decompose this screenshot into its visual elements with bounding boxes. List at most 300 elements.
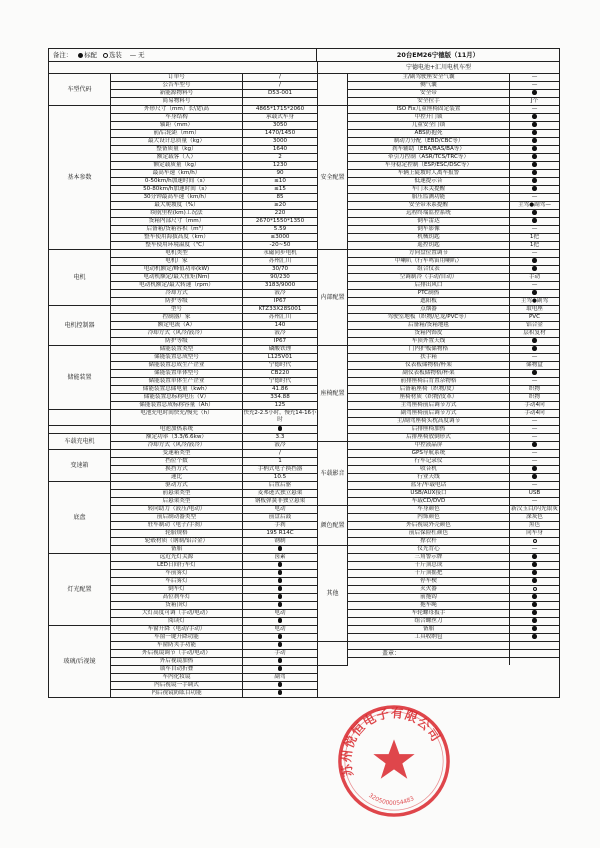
spec-value: / [279, 450, 281, 456]
spec-row [348, 90, 559, 98]
spec-row [348, 250, 559, 258]
spec-name: 储能装置总标称电压（V） [111, 394, 243, 401]
group-label: 电机控制器 [49, 306, 111, 346]
group-label: 车载充电机 [49, 434, 111, 450]
spec-name [348, 658, 510, 665]
spec-row [111, 114, 317, 122]
spec-name: 车前雾灯 [111, 570, 243, 577]
spec-value [510, 594, 559, 601]
spec-value: 1470/1450 [264, 130, 296, 136]
spec-value [510, 258, 559, 265]
spec-value: 3.3 [275, 434, 285, 440]
spec-value [510, 338, 559, 345]
spec-row [348, 170, 559, 178]
spec-row [348, 194, 559, 202]
spec-row [111, 618, 317, 626]
spec-row [111, 578, 317, 586]
spec-name: GPS导航系统 [348, 450, 510, 457]
spec-value [510, 370, 559, 377]
spec-row [348, 434, 559, 442]
spec-row [111, 490, 317, 498]
group-label [318, 74, 348, 106]
spec-row [348, 378, 559, 386]
spec-row [348, 626, 559, 634]
spec-name: 外后视镜调节（手动/电动） [111, 650, 243, 657]
spec-row [348, 586, 559, 594]
spec-row [348, 594, 559, 602]
legend [49, 49, 317, 61]
group-label: 基本参数 [49, 106, 111, 250]
group-label: 安全配置 [318, 106, 348, 250]
spec-value: 334.88 [270, 394, 290, 400]
standard-dot-icon [532, 146, 537, 151]
spec-name: 遮阳板 [348, 298, 510, 305]
standard-dot-icon [532, 170, 537, 175]
spec-value: 电动 [274, 610, 286, 616]
spec-value [510, 122, 559, 129]
standard-dot-icon [278, 666, 283, 671]
spec-row [111, 634, 317, 642]
group-label: 颜色配置 [318, 506, 348, 546]
remark-label: 备注： [53, 51, 73, 59]
spec-value: 钢制 [274, 538, 286, 544]
standard-dot-icon [532, 290, 537, 295]
standard-dot-icon [278, 634, 283, 639]
spec-value [510, 554, 559, 561]
spec-row [111, 394, 317, 402]
spec-value [510, 658, 559, 665]
spec-name: 车轮螺母扳手 [348, 610, 510, 617]
spec-row [111, 690, 317, 697]
spec-row [348, 658, 559, 665]
spec-row [111, 522, 317, 530]
spec-name: 外形尺寸（mm）长\宽\高 [111, 106, 243, 113]
spec-row [348, 186, 559, 194]
spec-table [48, 48, 560, 698]
spec-name: 冷却方式 [111, 290, 243, 297]
spec-name: 行车记录仪 [348, 458, 510, 465]
spec-value [510, 154, 559, 161]
spec-row [348, 322, 559, 330]
spec-value: 液冷 [274, 330, 286, 336]
spec-value: 织物 [528, 386, 541, 392]
spec-value: 3183/9000 [264, 282, 296, 288]
spec-value: — [531, 74, 538, 80]
spec-name: 千斤顶总成 [348, 562, 510, 569]
spec-value: 储物盒 [526, 362, 543, 368]
spec-value: 90/230 [270, 274, 290, 280]
spec-row [348, 210, 559, 218]
spec-row [348, 562, 559, 570]
spec-row [348, 282, 559, 290]
spec-value [243, 586, 317, 593]
spec-name: 组合仪表 [348, 266, 510, 273]
spec-name: 锁车自动折叠 [111, 666, 243, 673]
spec-name: 制动力分配（EBD/CBC等） [348, 138, 510, 145]
spec-name: 远程终端监控系统 [348, 210, 510, 217]
spec-value [243, 690, 317, 697]
standard-dot-icon [532, 578, 537, 583]
legend-standard: 标配 [84, 51, 97, 59]
spec-value [510, 538, 559, 545]
spec-value: 后置后驱 [268, 482, 292, 488]
spec-name: 车门未关提醒 [348, 186, 510, 193]
spec-name: 倒车灯 [111, 586, 243, 593]
spec-value: USB [528, 490, 541, 496]
spec-value: 195 R14C [266, 530, 294, 536]
spec-row [111, 106, 317, 114]
spec-row [348, 602, 559, 610]
spec-value: 30/70 [271, 266, 289, 272]
standard-dot-icon [532, 594, 537, 599]
spec-value [510, 90, 559, 97]
spec-name: 中喇叭（行车鸣笛用喇叭） [348, 258, 510, 265]
spec-row [111, 498, 317, 506]
spec-value: 层积复材 [523, 330, 546, 336]
spec-name: LED日间行车灯 [111, 562, 243, 569]
spec-value: 140 [274, 322, 286, 328]
spec-value: 宁德时代 [268, 362, 292, 368]
spec-name: 副仪表板储物格/杯架 [348, 370, 510, 377]
spec-value [243, 570, 317, 577]
spec-value: — [531, 250, 538, 256]
spec-row [111, 274, 317, 282]
spec-row [348, 130, 559, 138]
spec-value [510, 474, 559, 481]
spec-name [348, 650, 510, 657]
spec-row [348, 634, 559, 642]
spec-name: 副驾座椅前后调节方式 [348, 410, 510, 417]
spec-name: PTC制热 [348, 290, 510, 297]
spec-row [348, 162, 559, 170]
spec-row [348, 650, 559, 658]
spec-value [243, 634, 317, 641]
spec-name: 货箱内饰皮 [348, 330, 510, 337]
spec-name: 三角警示牌 [348, 554, 510, 561]
spec-name: 车内化妆镜 [111, 674, 243, 681]
spec-value: IP67 [273, 338, 287, 344]
spec-row [111, 330, 317, 338]
spec-row [111, 434, 317, 442]
spec-name: 订单号 [111, 74, 243, 81]
standard-dot-icon [532, 570, 537, 575]
spec-name: 主驾座椅前后调节方式 [348, 402, 510, 409]
spec-name: ISO Fix儿童座椅固定装置 [348, 106, 510, 113]
spec-row [111, 602, 317, 610]
spec-value: 电动 [274, 626, 286, 632]
spec-row [111, 370, 317, 378]
spec-row [111, 346, 317, 354]
spec-row [348, 506, 559, 514]
spec-name: 后备箱/货箱容积（m³） [111, 226, 243, 233]
spec-value: 液冷 [274, 290, 286, 296]
spec-name: 车窗防夹手功能 [111, 642, 243, 649]
spec-value: 125 [274, 402, 286, 408]
group-label [49, 426, 111, 434]
legend-optional: 选装 [108, 51, 122, 59]
spec-value: 承载式车身 [266, 114, 294, 120]
spec-value: 手动 [274, 650, 286, 656]
spec-value: 宁德时代 [268, 378, 292, 384]
spec-name: 电机类型 [111, 250, 243, 257]
spec-value: 铝合金 [526, 322, 543, 328]
standard-dot-icon [278, 690, 283, 695]
spec-name: 大灯高度可调（手动/电动） [111, 610, 243, 617]
spec-value: — [531, 498, 538, 504]
spec-value [243, 618, 317, 625]
spec-name: USB/AUX接口 [348, 490, 510, 497]
spec-name: ABS防抱死 [348, 130, 510, 137]
spec-value: — [531, 482, 538, 488]
spec-name: 灭火器 [348, 586, 510, 593]
spec-name: 侧气囊 [348, 82, 510, 89]
standard-dot-icon [532, 154, 537, 159]
spec-name: 变速箱类型 [111, 450, 243, 457]
spec-name: 倒车雷达 [348, 218, 510, 225]
spec-row [111, 482, 317, 490]
spec-name: 后备箱座椅（织物/皮） [348, 386, 510, 393]
spec-value: 90 [276, 170, 284, 176]
spec-value [243, 562, 317, 569]
spec-name: 货箱内部尺寸（mm） [111, 218, 243, 225]
spec-value: 1 [278, 458, 282, 464]
spec-value: 41.86 [271, 386, 288, 392]
spec-value [243, 426, 317, 433]
standard-dot-icon [278, 618, 283, 623]
spec-name: 停车楔 [348, 578, 510, 585]
spec-row [111, 402, 317, 410]
spec-name: 额定电流（A） [111, 322, 243, 329]
spec-name: 0-50km/h加速时间（s） [111, 178, 243, 185]
group-label [49, 410, 111, 426]
spec-value: CB220 [270, 370, 290, 376]
spec-row [111, 322, 317, 330]
spec-value: 3050 [272, 122, 288, 128]
spec-row [348, 362, 559, 370]
spec-row [348, 482, 559, 490]
group-label: 车型代码 [49, 74, 111, 106]
spec-value: 永磁同步电机 [263, 250, 297, 256]
spec-name: 电动机额定/最大扭矩(Nm) [111, 274, 243, 281]
spec-row [111, 258, 317, 266]
spec-name: 阅读灯 [111, 618, 243, 625]
spec-name: 主/副驾驶座安全气囊 [348, 74, 510, 81]
spec-value: — [531, 378, 538, 384]
spec-value: 10.5 [273, 474, 287, 480]
spec-row [111, 610, 317, 618]
spec-row [348, 458, 559, 466]
spec-row [348, 290, 559, 298]
spec-value: 织物 [528, 394, 541, 400]
spec-row [111, 554, 317, 562]
group-label: 储能装置 [49, 346, 111, 410]
spec-row [111, 122, 317, 130]
spec-row [348, 178, 559, 186]
spec-value: ≥20 [274, 202, 286, 208]
spec-value: 深灰色 [526, 514, 543, 520]
signature-label: 盖章： [382, 650, 401, 657]
spec-name: 车辆上陡坡时人离车报警 [348, 170, 510, 177]
spec-value: 副驾 [274, 674, 286, 680]
spec-row [111, 410, 317, 426]
spec-value [510, 586, 559, 593]
spec-name: 前排座椅后背置杂物格 [348, 378, 510, 385]
spec-row [111, 298, 317, 306]
spec-name: 方向盘位置调节 [348, 250, 510, 257]
spec-value [510, 618, 559, 625]
spec-row [111, 82, 317, 90]
spec-name: 工具收纳包 [348, 634, 510, 641]
spec-value: — [531, 106, 538, 112]
spec-value: 1把 [529, 242, 540, 248]
spec-row [111, 234, 317, 242]
spec-name: 储能装置总储电量（kwh） [111, 386, 243, 393]
spec-value: / [279, 74, 281, 80]
spec-name: 货箱顶灯 [111, 602, 243, 609]
spec-value: 1640 [272, 146, 288, 152]
spec-row [111, 674, 317, 682]
spec-name: 外后视镜外壳颜色 [348, 522, 510, 529]
spec-name: 中控液晶屏 [348, 442, 510, 449]
standard-dot-icon [278, 682, 283, 687]
standard-dot-icon [532, 626, 537, 631]
spec-value [510, 650, 559, 657]
spec-row [348, 114, 559, 122]
spec-name: 车身稳定控制（ESP/ESC/DSC等） [348, 162, 510, 169]
spec-value: 2 [278, 154, 282, 160]
spec-name: 电动机额定/最大转速（rpm） [111, 282, 243, 289]
spec-row [111, 282, 317, 290]
spec-value: 黑色 [528, 522, 541, 528]
spec-name: 新能源物料号 [111, 90, 243, 97]
spec-value [510, 626, 559, 633]
document-title: 20台EM26宁德版（11月） [396, 51, 480, 59]
spec-row [111, 426, 317, 434]
spec-name [348, 642, 510, 649]
group-label: 内部配置 [318, 250, 348, 346]
standard-dot-icon [532, 114, 537, 119]
spec-value [510, 610, 559, 617]
spec-row [348, 354, 559, 362]
spec-row [111, 306, 317, 314]
spec-name: 储能装置单体型号 [111, 370, 243, 377]
spec-value: 苏州汇川 [268, 258, 292, 264]
group-label: 玻璃/后视镜 [49, 626, 111, 698]
spec-name: 撑衣杆 [348, 538, 510, 545]
spec-name: 车身颜色 [348, 506, 510, 513]
spec-value: — [531, 426, 538, 432]
spec-row [111, 162, 317, 170]
spec-value: — [531, 194, 538, 200]
spec-value: 5.59 [273, 226, 287, 232]
spec-row [111, 586, 317, 594]
group-label [318, 642, 348, 666]
standard-dot-icon [532, 186, 537, 191]
spec-row [111, 642, 317, 650]
spec-row [348, 538, 559, 546]
spec-name: 行业天线 [348, 474, 510, 481]
spec-value: PVC [528, 314, 541, 320]
spec-row [111, 530, 317, 538]
spec-value: 手动4向 [524, 410, 545, 416]
spec-row [348, 346, 559, 354]
spec-value: KTZ33X28S001 [258, 306, 302, 312]
spec-row [348, 450, 559, 458]
spec-value: 1230 [272, 162, 288, 168]
spec-row [111, 562, 317, 570]
spec-name: 驻车制动（电子/手刹） [111, 522, 243, 529]
spec-name: 牵引力控制（ASR/TCS/TRC等） [348, 154, 510, 161]
spec-name: 驾驶室地板（织物/尼龙/PVC等） [348, 314, 510, 321]
spec-row [111, 666, 317, 674]
spec-name: 储能装置总成生产企业 [111, 362, 243, 369]
spec-value [510, 290, 559, 297]
spec-row [111, 226, 317, 234]
spec-value [510, 114, 559, 121]
spec-name: 千斤顶摇把 [348, 570, 510, 577]
spec-value: 85 [276, 194, 284, 200]
spec-value: -20~50 [269, 242, 291, 248]
standard-dot-icon [532, 90, 537, 95]
legend-none-mark: — [129, 51, 137, 59]
table-header [49, 49, 559, 62]
spec-name: 挡位个数 [111, 458, 243, 465]
spec-name: 电池加热系统 [111, 426, 243, 433]
standard-dot-icon [532, 346, 537, 351]
spec-row [111, 682, 317, 690]
standard-dot-icon [532, 266, 537, 271]
spec-row [348, 386, 559, 394]
spec-name: 前拖钩 [348, 594, 510, 601]
spec-value: 快充2-2.5小时，慢充14-16小时 [243, 410, 317, 423]
spec-name: 额定功率（3.3/6.6kw） [111, 434, 243, 441]
spec-value: 磷酸铁锂 [268, 346, 292, 352]
spec-name: 蓝牙/车载电话 [348, 482, 510, 489]
spec-name: 内后视镜一手调式 [111, 682, 243, 689]
spec-name: 储能装置总成型号 [111, 354, 243, 361]
spec-value: — [531, 82, 538, 88]
spec-row [348, 138, 559, 146]
spec-name: 储能装置总成标称容量（Ah） [111, 402, 243, 409]
spec-value [510, 218, 559, 225]
spec-row [348, 546, 559, 554]
spec-name: 远近光灯关源 [111, 554, 243, 561]
spec-row [111, 514, 317, 522]
standard-dot-icon [278, 586, 283, 591]
spec-name: 车身结构 [111, 114, 243, 121]
spec-name: 轴距（mm） [111, 122, 243, 129]
spec-row [111, 74, 317, 82]
spec-row [111, 338, 317, 346]
spec-row [348, 370, 559, 378]
standard-dot-icon [532, 122, 537, 127]
spec-value [243, 546, 317, 553]
spec-value [510, 170, 559, 177]
group-label: 电机 [49, 250, 111, 306]
spec-name: 安全拉手 [348, 98, 510, 105]
spec-value [510, 146, 559, 153]
spec-value [243, 666, 317, 673]
spec-row [348, 394, 559, 402]
spec-row [111, 202, 317, 210]
spec-name: 遥控钥匙 [348, 242, 510, 249]
spec-row [348, 242, 559, 250]
spec-value [510, 138, 559, 145]
standard-dot-icon [278, 570, 283, 575]
spec-value: L125V01 [267, 354, 293, 360]
spec-row [111, 658, 317, 666]
spec-name: 前后制动器类型 [111, 514, 243, 521]
